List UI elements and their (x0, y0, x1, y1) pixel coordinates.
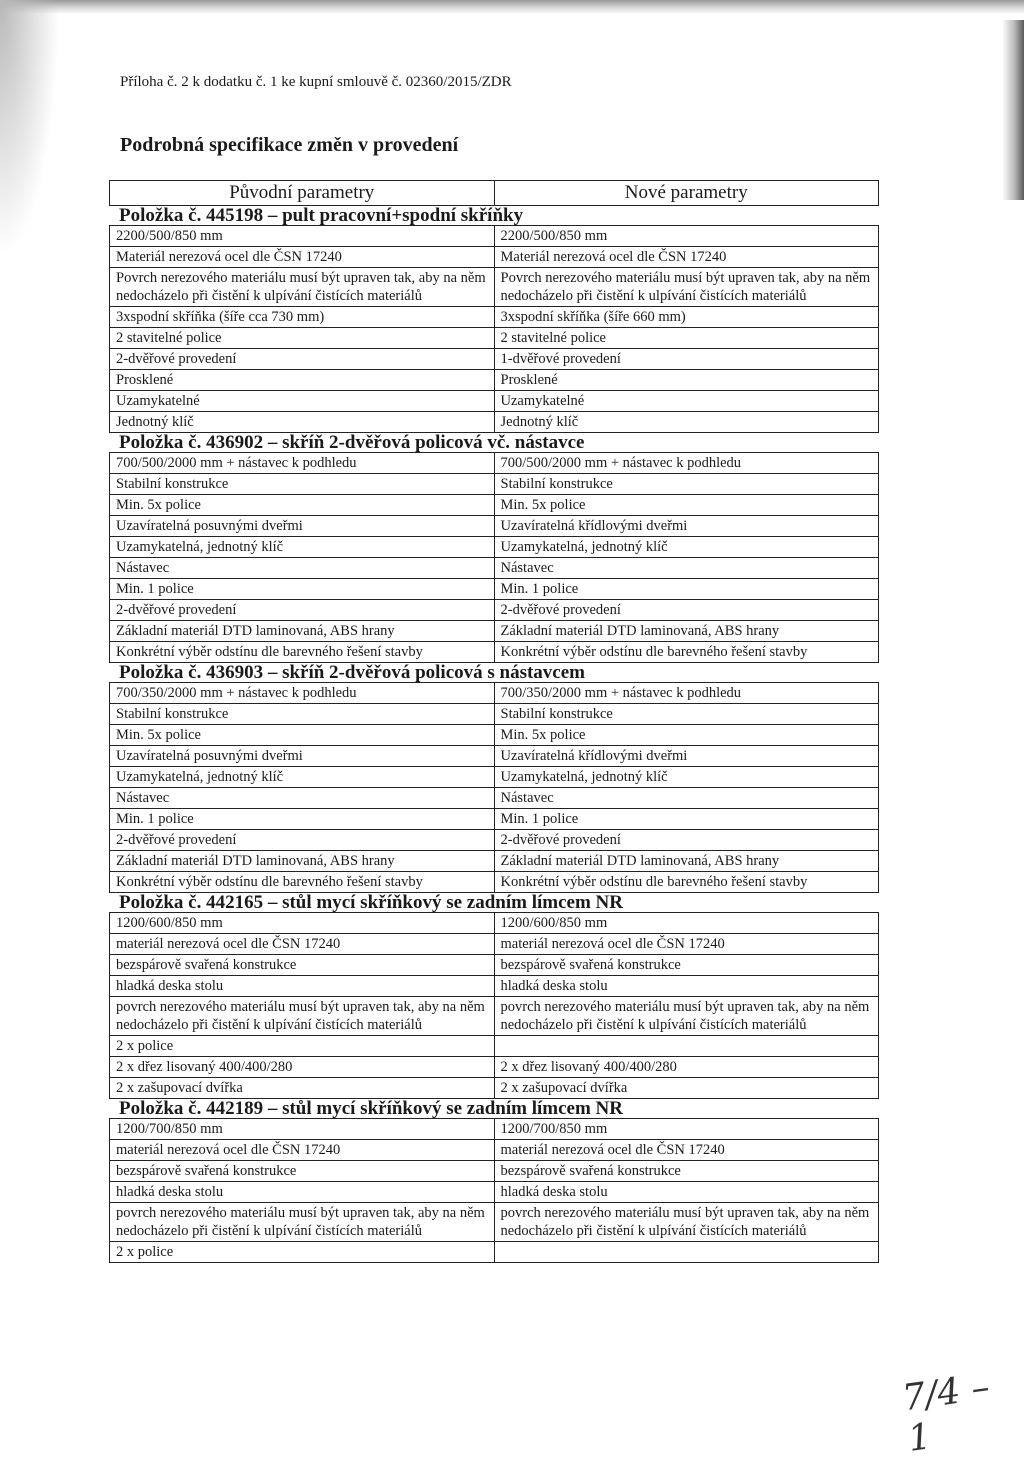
table-row (110, 453, 879, 474)
item-section (109, 893, 879, 1099)
original-parameter-cell: 1200/700/850 mm (110, 1119, 495, 1140)
new-parameter-cell: 1200/700/850 mm (494, 1119, 879, 1140)
original-parameter-cell: Uzamykatelné (110, 391, 495, 412)
new-parameter-cell: bezspárově svařená konstrukce (494, 1161, 879, 1182)
original-parameter-cell: Nástavec (110, 788, 495, 809)
original-parameter-cell: bezspárově svařená konstrukce (110, 955, 495, 976)
new-parameter-cell: Konkrétní výběr odstínu dle barevného řešení stavby (494, 642, 879, 663)
table-row (110, 349, 879, 370)
item-section (109, 433, 879, 663)
new-parameter-cell: Stabilní konstrukce (494, 704, 879, 725)
item-table (109, 225, 879, 433)
original-parameter-cell: Povrch nerezového materiálu musí být upraven tak, aby na něm nedocházelo při čistění k ulpívání čistících materiálů (110, 268, 495, 307)
table-row (110, 1057, 879, 1078)
new-parameter-cell: Stabilní konstrukce (494, 474, 879, 495)
handwritten-note: 7/4 – 1 (899, 1366, 993, 1460)
table-row (110, 913, 879, 934)
new-parameter-cell: 3xspodní skříňka (šíře 660 mm) (494, 307, 879, 328)
table-row (110, 976, 879, 997)
new-parameter-cell: Základní materiál DTD laminovaná, ABS hrany (494, 851, 879, 872)
table-row (110, 537, 879, 558)
items-container (109, 206, 879, 1263)
table-row (110, 516, 879, 537)
table-row (110, 809, 879, 830)
item-section (109, 1099, 879, 1263)
table-row (110, 1161, 879, 1182)
new-parameter-cell: 2200/500/850 mm (494, 226, 879, 247)
column-header-original: Původní parametry (110, 181, 495, 205)
original-parameter-cell: Stabilní konstrukce (110, 704, 495, 725)
item-table (109, 452, 879, 663)
column-header-new: Nové parametry (624, 182, 748, 203)
table-row (110, 328, 879, 349)
original-parameter-cell: Základní materiál DTD laminovaná, ABS hrany (110, 851, 495, 872)
new-parameter-cell (494, 1242, 879, 1263)
new-parameter-cell: 1-dvěřové provedení (494, 349, 879, 370)
original-parameter-cell: 3xspodní skříňka (šíře cca 730 mm) (110, 307, 495, 328)
table-row (110, 247, 879, 268)
table-row (110, 474, 879, 495)
specification (109, 180, 879, 1263)
new-parameter-cell: materiál nerezová ocel dle ČSN 17240 (494, 934, 879, 955)
new-parameter-cell: Min. 1 police (494, 579, 879, 600)
table-row (110, 268, 879, 307)
scan-shadow-left (0, 0, 60, 260)
item-title: Položka č. 436902 – skříň 2-dvěřová policová vč. nástavce (119, 432, 585, 453)
table-row (110, 370, 879, 391)
new-parameter-cell: povrch nerezového materiálu musí být upraven tak, aby na něm nedocházelo při čistění k ulpívání čistících materiálů (494, 1203, 879, 1242)
new-parameter-cell: povrch nerezového materiálu musí být upraven tak, aby na něm nedocházelo při čistění k ulpívání čistících materiálů (494, 997, 879, 1036)
new-parameter-cell: Materiál nerezová ocel dle ČSN 17240 (494, 247, 879, 268)
table-row (110, 412, 879, 433)
table-row (110, 226, 879, 247)
original-parameter-cell: Uzavíratelná posuvnými dveřmi (110, 746, 495, 767)
item-title: Položka č. 442165 – stůl mycí skříňkový se zadním límcem NR (119, 892, 624, 913)
original-parameter-cell: Základní materiál DTD laminovaná, ABS hrany (110, 621, 495, 642)
table-row (110, 1140, 879, 1161)
table-row (110, 621, 879, 642)
original-parameter-cell: Min. 1 police (110, 809, 495, 830)
original-parameter-cell: Konkrétní výběr odstínu dle barevného řešení stavby (110, 872, 495, 893)
original-parameter-cell: Uzamykatelná, jednotný klíč (110, 537, 495, 558)
new-parameter-cell: 2-dvěřové provedení (494, 600, 879, 621)
original-parameter-cell: Materiál nerezová ocel dle ČSN 17240 (110, 247, 495, 268)
new-parameter-cell: hladká deska stolu (494, 1182, 879, 1203)
original-parameter-cell: 2 x police (110, 1242, 495, 1263)
table-row (110, 788, 879, 809)
table-row (110, 746, 879, 767)
new-parameter-cell: hladká deska stolu (494, 976, 879, 997)
column-header-row (109, 180, 879, 206)
table-row (110, 683, 879, 704)
new-parameter-cell: 2 x dřez lisovaný 400/400/280 (494, 1057, 879, 1078)
original-parameter-cell: 2 x police (110, 1036, 495, 1057)
new-parameter-cell: 2-dvěřové provedení (494, 830, 879, 851)
original-parameter-cell: 2-dvěřové provedení (110, 830, 495, 851)
table-row (110, 725, 879, 746)
original-parameter-cell: hladká deska stolu (110, 1182, 495, 1203)
new-parameter-cell: Uzamykatelná, jednotný klíč (494, 767, 879, 788)
original-parameter-cell: 2200/500/850 mm (110, 226, 495, 247)
original-parameter-cell: bezspárově svařená konstrukce (110, 1161, 495, 1182)
new-parameter-cell: 1200/600/850 mm (494, 913, 879, 934)
new-parameter-cell: Prosklené (494, 370, 879, 391)
new-parameter-cell: Uzamykatelné (494, 391, 879, 412)
table-row (110, 495, 879, 516)
original-parameter-cell: materiál nerezová ocel dle ČSN 17240 (110, 1140, 495, 1161)
item-section (109, 663, 879, 893)
original-parameter-cell: Uzamykatelná, jednotný klíč (110, 767, 495, 788)
original-parameter-cell: povrch nerezového materiálu musí být upraven tak, aby na něm nedocházelo při čistění k ulpívání čistících materiálů (110, 1203, 495, 1242)
table-row (110, 600, 879, 621)
original-parameter-cell: 2-dvěřové provedení (110, 349, 495, 370)
new-parameter-cell: Min. 5x police (494, 495, 879, 516)
table-row (110, 558, 879, 579)
table-row (110, 642, 879, 663)
original-parameter-cell: 2 x dřez lisovaný 400/400/280 (110, 1057, 495, 1078)
scan-shadow-top (0, 0, 1024, 14)
new-parameter-cell: Jednotný klíč (494, 412, 879, 433)
item-table (109, 912, 879, 1099)
original-parameter-cell: Uzavíratelná posuvnými dveřmi (110, 516, 495, 537)
attachment-header: Příloha č. 2 k dodatku č. 1 ke kupní smlouvě č. 02360/2015/ZDR (120, 74, 512, 90)
original-parameter-cell: 700/350/2000 mm + nástavec k podhledu (110, 683, 495, 704)
original-parameter-cell: Min. 1 police (110, 579, 495, 600)
table-row (110, 955, 879, 976)
item-table (109, 682, 879, 893)
new-parameter-cell: 2 stavitelné police (494, 328, 879, 349)
original-parameter-cell: 2 x zašupovací dvířka (110, 1078, 495, 1099)
table-row (110, 1078, 879, 1099)
new-parameter-cell: Min. 1 police (494, 809, 879, 830)
scan-shadow-right (1002, 20, 1024, 200)
new-parameter-cell: Povrch nerezového materiálu musí být upraven tak, aby na něm nedocházelo při čistění k ulpívání čistících materiálů (494, 268, 879, 307)
original-parameter-cell: materiál nerezová ocel dle ČSN 17240 (110, 934, 495, 955)
new-parameter-cell: 700/500/2000 mm + nástavec k podhledu (494, 453, 879, 474)
original-parameter-cell: 2 stavitelné police (110, 328, 495, 349)
table-row (110, 1119, 879, 1140)
item-title: Položka č. 445198 – pult pracovní+spodní skříňky (119, 205, 524, 226)
new-parameter-cell: Nástavec (494, 558, 879, 579)
table-row (110, 997, 879, 1036)
new-parameter-cell: Nástavec (494, 788, 879, 809)
table-row (110, 830, 879, 851)
new-parameter-cell: 2 x zašupovací dvířka (494, 1078, 879, 1099)
item-table (109, 1118, 879, 1263)
new-parameter-cell: Min. 5x police (494, 725, 879, 746)
table-row (110, 307, 879, 328)
table-row (110, 391, 879, 412)
table-row (110, 1036, 879, 1057)
table-row (110, 1242, 879, 1263)
original-parameter-cell: Min. 5x police (110, 725, 495, 746)
new-parameter-cell: Uzavíratelná křídlovými dveřmi (494, 516, 879, 537)
table-row (110, 1182, 879, 1203)
table-row (110, 704, 879, 725)
item-title: Položka č. 436903 – skříň 2-dvěřová policová s nástavcem (119, 662, 586, 683)
table-row (110, 872, 879, 893)
original-parameter-cell: Nástavec (110, 558, 495, 579)
item-title: Položka č. 442189 – stůl mycí skříňkový se zadním límcem NR (119, 1098, 624, 1119)
new-parameter-cell (494, 1036, 879, 1057)
original-parameter-cell: hladká deska stolu (110, 976, 495, 997)
page-title: Podrobná specifikace změn v provedení (120, 134, 459, 156)
table-row (110, 1203, 879, 1242)
original-parameter-cell: Stabilní konstrukce (110, 474, 495, 495)
new-parameter-cell: Konkrétní výběr odstínu dle barevného řešení stavby (494, 872, 879, 893)
item-section (109, 206, 879, 433)
original-parameter-cell: Min. 5x police (110, 495, 495, 516)
new-parameter-cell: materiál nerezová ocel dle ČSN 17240 (494, 1140, 879, 1161)
new-parameter-cell: 700/350/2000 mm + nástavec k podhledu (494, 683, 879, 704)
table-row (110, 934, 879, 955)
original-parameter-cell: Jednotný klíč (110, 412, 495, 433)
table-row (110, 767, 879, 788)
original-parameter-cell: 700/500/2000 mm + nástavec k podhledu (110, 453, 495, 474)
table-row (110, 579, 879, 600)
new-parameter-cell: Základní materiál DTD laminovaná, ABS hrany (494, 621, 879, 642)
new-parameter-cell: Uzamykatelná, jednotný klíč (494, 537, 879, 558)
new-parameter-cell: Uzavíratelná křídlovými dveřmi (494, 746, 879, 767)
table-row (110, 851, 879, 872)
original-parameter-cell: Konkrétní výběr odstínu dle barevného řešení stavby (110, 642, 495, 663)
original-parameter-cell: 1200/600/850 mm (110, 913, 495, 934)
new-parameter-cell: bezspárově svařená konstrukce (494, 955, 879, 976)
original-parameter-cell: Prosklené (110, 370, 495, 391)
original-parameter-cell: povrch nerezového materiálu musí být upraven tak, aby na něm nedocházelo při čistění k ulpívání čistících materiálů (110, 997, 495, 1036)
original-parameter-cell: 2-dvěřové provedení (110, 600, 495, 621)
